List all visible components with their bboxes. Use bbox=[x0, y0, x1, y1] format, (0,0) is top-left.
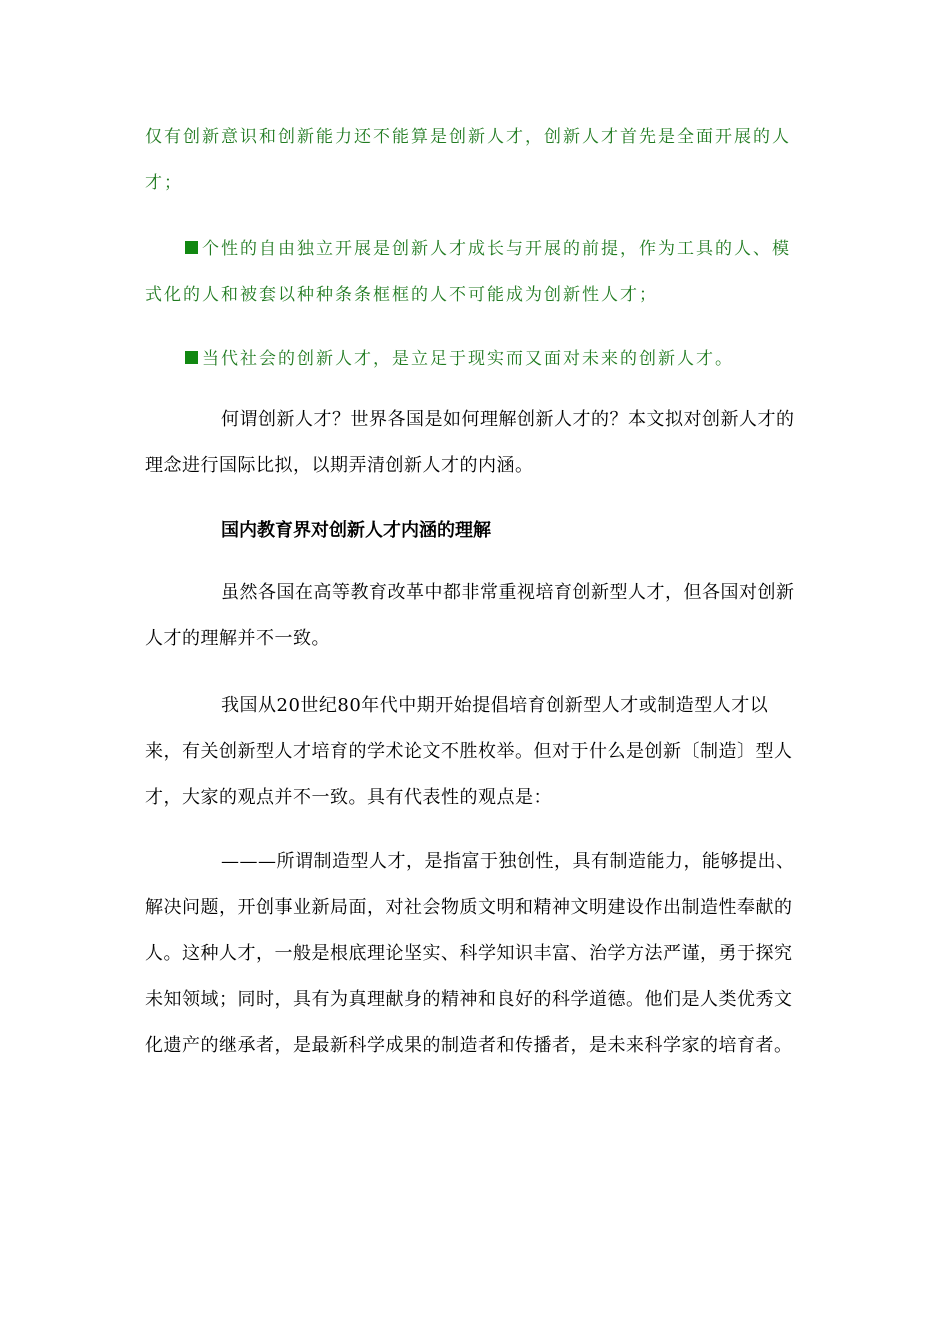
paragraph-text: 虽然各国在高等教育改革中都非常重视培育创新型人才，但各国对创新人才的理解并不一致。 bbox=[145, 582, 795, 649]
paragraph-contemporary bbox=[145, 336, 800, 382]
paragraph-text: ———所谓制造型人才，是指富于独创性，具有制造能力，能够提出、解决问题，开创事业新局面，对社会物质文明和精神文明建设作出制造性奉献的人。这种人才，一般是根底理论坚实、科学知识丰富、治学方法严谨，勇于探究未知领域；同时，具有为真理献身的精神和良好的科学道德。他们是人类优秀文化遗产的继承者，是最新科学成果的制造者和传播者，是未来科学家的培育者。 bbox=[145, 851, 795, 1056]
paragraph-definition bbox=[145, 839, 800, 1069]
paragraph-countries bbox=[145, 570, 800, 662]
paragraph-text: 个性的自由独立开展是创新人才成长与开展的前提，作为工具的人、模式化的人和被套以种种条条框框的人不可能成为创新性人才； bbox=[145, 239, 791, 305]
paragraph-china-history bbox=[145, 683, 800, 821]
paragraph-question bbox=[145, 397, 800, 489]
section-heading: 国内教育界对创新人才内涵的理解 bbox=[221, 520, 491, 541]
paragraph-text: 当代社会的创新人才，是立足于现实而又面对未来的创新人才。 bbox=[202, 349, 734, 369]
paragraph-comprehensive-talent bbox=[145, 114, 800, 206]
paragraph-individuality bbox=[145, 226, 800, 318]
square-bullet-icon bbox=[185, 241, 198, 254]
paragraph-text: 我国从20世纪80年代中期开始提倡培育创新型人才或制造型人才以来，有关创新型人才培育的学术论文不胜枚举。但对于什么是创新〔制造〕型人才，大家的观点并不一致。具有代表性的观点是： bbox=[145, 695, 793, 808]
paragraph-text: 何谓创新人才？世界各国是如何理解创新人才的？本文拟对创新人才的理念进行国际比拟，以期弄清创新人才的内涵。 bbox=[145, 409, 795, 476]
paragraph-text: 仅有创新意识和创新能力还不能算是创新人才，创新人才首先是全面开展的人才； bbox=[145, 127, 791, 193]
square-bullet-icon bbox=[185, 351, 198, 364]
